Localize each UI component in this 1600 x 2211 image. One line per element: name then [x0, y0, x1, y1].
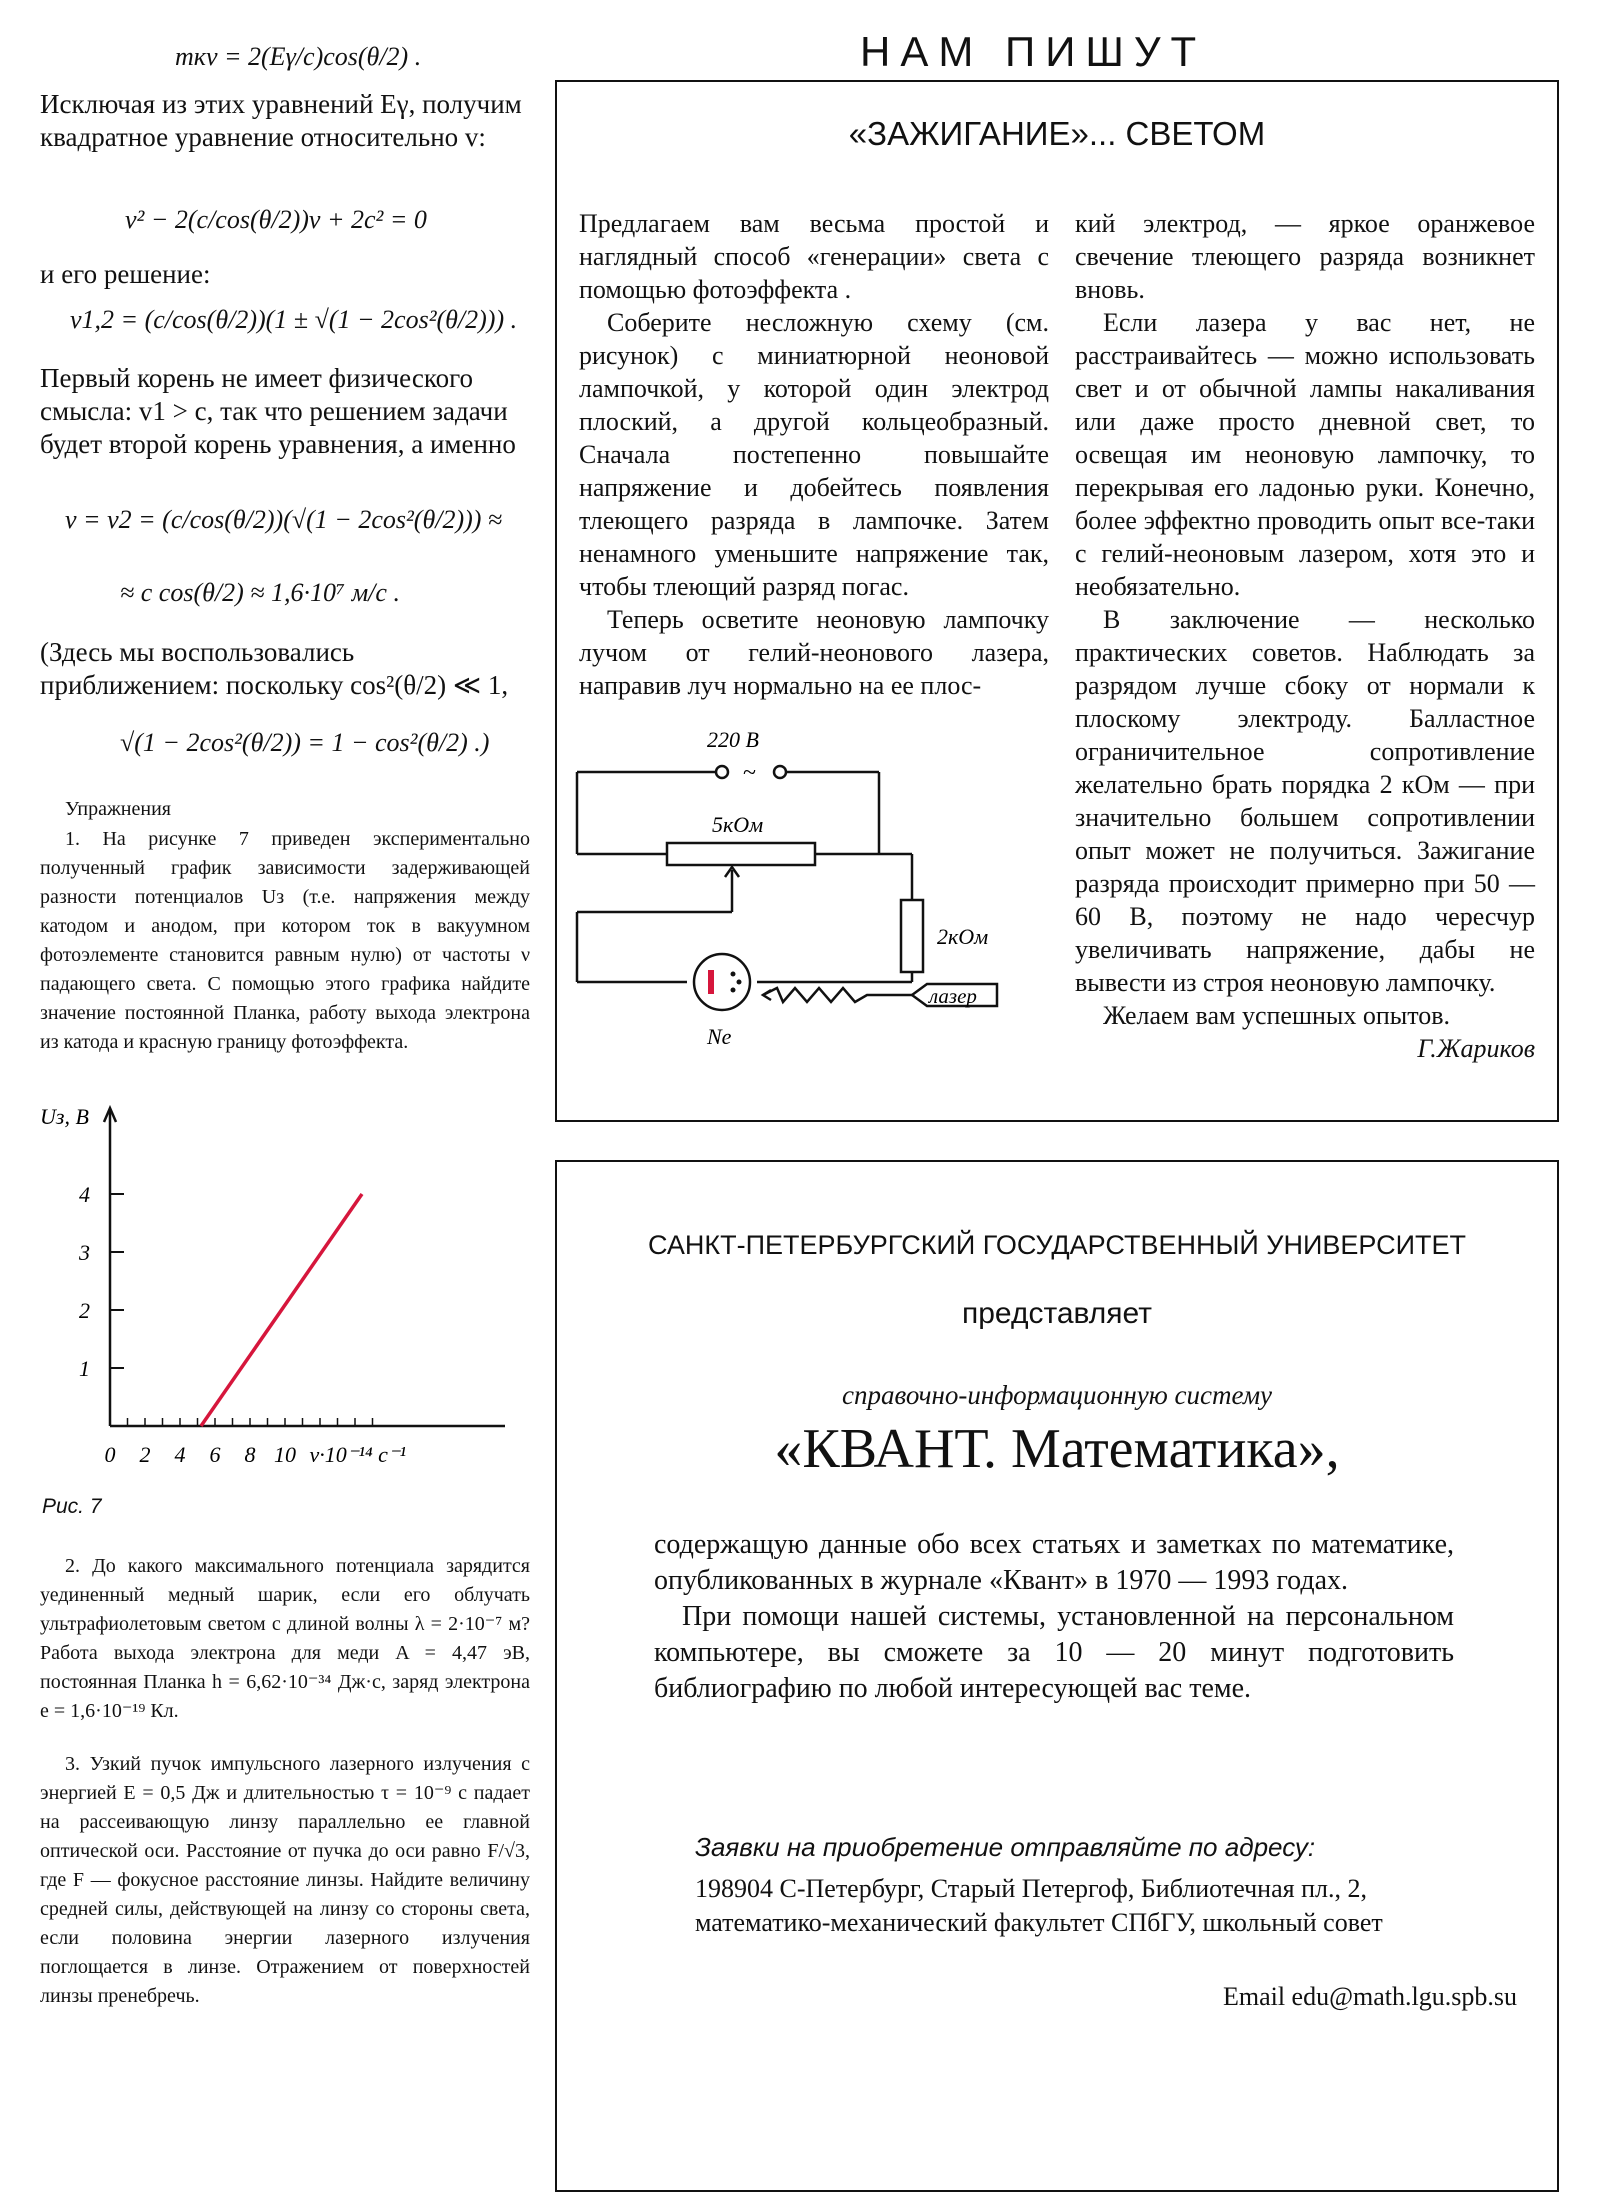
article-paragraph: Теперь осветите неоновую лампочку лучом от гелий-неонового лазера, направив луч нормально на ее плос- [579, 605, 1049, 700]
equation-approx: √(1 − 2cos²(θ/2)) = 1 − cos²(θ/2) .) [120, 728, 490, 757]
paragraph-1: Исключая из этих уравнений Eγ, получим квадратное уравнение относительно v: [40, 89, 522, 152]
advert-paragraph: При помощи нашей системы, установленной на персональном компьютере, вы сможете за 10 — 20 минут подготовить библиографию по любой интересующей вас теме. [654, 1601, 1454, 1704]
paragraph-2: и его решение: [40, 259, 211, 289]
data-series-line [201, 1194, 362, 1426]
circuit-lamp-label: Ne [707, 1024, 732, 1049]
advert-order-title: Заявки на приобретение отправляйте по адресу: [695, 1832, 1316, 1862]
exercise-3: 3. Узкий пучок импульсного лазерного излучения с энергией E = 0,5 Дж и длительностью τ = 10⁻⁹ с падает на рассеивающую линзу параллельно ее главной оптической оси. Расстояние от пучка до оси равно F/√3, где F — фокусное расстояние линзы. Найдите величину средней силы, действующей на линзу со стороны света, если половина энергии лазерного излучения поглощается в линзе. Отражением от поверхностей линзы пренебречь. [40, 1753, 530, 2007]
left-column [40, 0, 530, 2211]
article-paragraph: Предлагаем вам весьма простой и наглядный способ «генерации» света с помощью фотоэффекта . [579, 209, 1049, 304]
circuit-voltage-label: 220 В [707, 727, 759, 752]
graph-figure-7 [40, 1100, 530, 1530]
exercise-1: 1. На рисунке 7 приведен экспериментально полученный график зависимости задерживающей разности потенциалов Uз (т.е. напряжения между катодом и анодом, при котором ток в вакуумном фотоэлементе становится равным нулю) от частоты ν падающего света. С помощью этого графика найдите значение постоянной Планка, работу выхода электрона из катода и красную границу фотоэффекта. [40, 828, 530, 1053]
circuit-diagram [567, 722, 1067, 1062]
article-box [555, 80, 1559, 1122]
x-tick-label: 8 [244, 1442, 256, 1467]
x-tick-label: 0 [104, 1442, 116, 1467]
y-tick-label: 1 [79, 1356, 90, 1381]
article-paragraph: Желаем вам успешных опытов. [1103, 1001, 1451, 1030]
y-tick-label: 4 [79, 1182, 90, 1207]
article-paragraph: кий электрод, — яркое оранжевое свечение тлеющего разряда возникнет вновь. [1075, 209, 1535, 304]
advert-email: Email edu@math.lgu.spb.su [1222, 1982, 1517, 2011]
circuit-ac-symbol: ~ [743, 760, 756, 786]
circuit-pot-label: 5кОм [712, 812, 764, 837]
equation-momentum: mкv = 2(Eγ/c)cos(θ/2) . [175, 42, 422, 71]
figure-caption: Рис. 7 [42, 1495, 102, 1518]
x-axis-label: ν·10⁻¹⁴ с⁻¹ [309, 1442, 407, 1467]
article-column-1 [579, 207, 1049, 702]
equation-v2: v = v2 = (c/cos(θ/2))(√(1 − 2cos²(θ/2))) ≈ [65, 505, 503, 534]
advert-university: САНКТ-ПЕТЕРБУРГСКИЙ ГОСУДАРСТВЕННЫЙ УНИВЕРСИТЕТ [647, 1230, 1466, 1260]
article-paragraph: Если лазера у вас нет, не расстраивайтесь — можно использовать свет и от обычной лампы накаливания или даже просто дневной свет, то освещая им неоновую лампочку, то перекрывая его ладонью руки. Конечно, более эффектно проводить опыт все-таки с гелий-неоновым лазером, хотя это и необязательно. [1075, 308, 1535, 601]
circuit-resistor-label: 2кОм [937, 924, 989, 949]
x-tick-label: 4 [174, 1442, 186, 1467]
advert-subtitle: справочно-информационную систему [841, 1380, 1273, 1410]
advert-product-name: «КВАНТ. Математика», [774, 1418, 1340, 1480]
equation-quadratic: v² − 2(c/cos(θ/2))v + 2c² = 0 [125, 205, 427, 234]
article-author: Г.Жариков [1417, 1034, 1535, 1063]
equation-solution: v1,2 = (c/cos(θ/2))(1 ± √(1 − 2cos²(θ/2))) . [70, 305, 518, 334]
exercises-title: Упражнения [65, 798, 171, 820]
advert-paragraph: содержащую данные обо всех статьях и заметках по математике, опубликованных в журнале «Квант» в 1970 — 1993 годах. [654, 1529, 1454, 1596]
article-title: «ЗАЖИГАНИЕ»... СВЕТОМ [848, 115, 1266, 152]
advert-box [555, 1160, 1559, 2192]
y-axis-label: Uз, В [40, 1104, 89, 1129]
x-tick-label: 10 [274, 1442, 296, 1467]
equation-v2-result: ≈ c cos(θ/2) ≈ 1,6·10⁷ м/с . [120, 578, 400, 607]
advert-body [654, 1527, 1454, 1707]
y-tick-label: 3 [79, 1240, 90, 1265]
advert-presents: представляет [962, 1297, 1152, 1330]
x-tick-label: 2 [139, 1442, 151, 1467]
advert-address: 198904 С-Петербург, Старый Петергоф, Библиотечная пл., 2, математико-механический факультет СПбГУ, школьный совет [695, 1874, 1383, 1937]
article-paragraph: В заключение — несколько практических советов. Наблюдать за разрядом лучше сбоку от нормали к плоскому электроду. Балластное ограничительное сопротивление желательно брать порядка 2 кОм — при значительно большем сопротивлении опыт может не получиться. Зажигание разряда происходит примерно при 50 — 60 В, поэтому не надо чересчур увеличивать напряжение, дабы не вывести из строя неоновую лампочку. [1075, 605, 1535, 997]
x-tick-label: 6 [209, 1442, 221, 1467]
section-title: НАМ ПИШУТ [860, 28, 1207, 75]
exercise-2: 2. До какого максимального потенциала зарядится уединенный медный шарик, если его облучать ультрафиолетовым светом с длиной волны λ = 2·10⁻⁷ м? Работа выхода электрона для меди A = 4,47 эВ, постоянная Планка h = 6,62·10⁻³⁴ Дж·с, заряд электрона e = 1,6·10⁻¹⁹ Кл. [40, 1555, 530, 1722]
circuit-laser-label: лазер [929, 984, 977, 1008]
paragraph-4: (Здесь мы воспользовались приближением: поскольку cos²(θ/2) ≪ 1, [40, 637, 509, 700]
paragraph-3: Первый корень не имеет физического смысла: v1 > c, так что решением задачи будет второй корень уравнения, а именно [40, 363, 516, 459]
y-tick-label: 2 [79, 1298, 90, 1323]
article-paragraph: Соберите несложную схему (см. рисунок) с миниатюрной неоновой лампочкой, у которой один электрод плоский, а другой кольцеобразный. Сначала постепенно повышайте напряжение и добейтесь появления тлеющего разряда в лампочке. Затем ненамного уменьшите напряжение так, чтобы тлеющий разряд погас. [579, 308, 1049, 601]
article-column-2 [1075, 207, 1535, 1065]
